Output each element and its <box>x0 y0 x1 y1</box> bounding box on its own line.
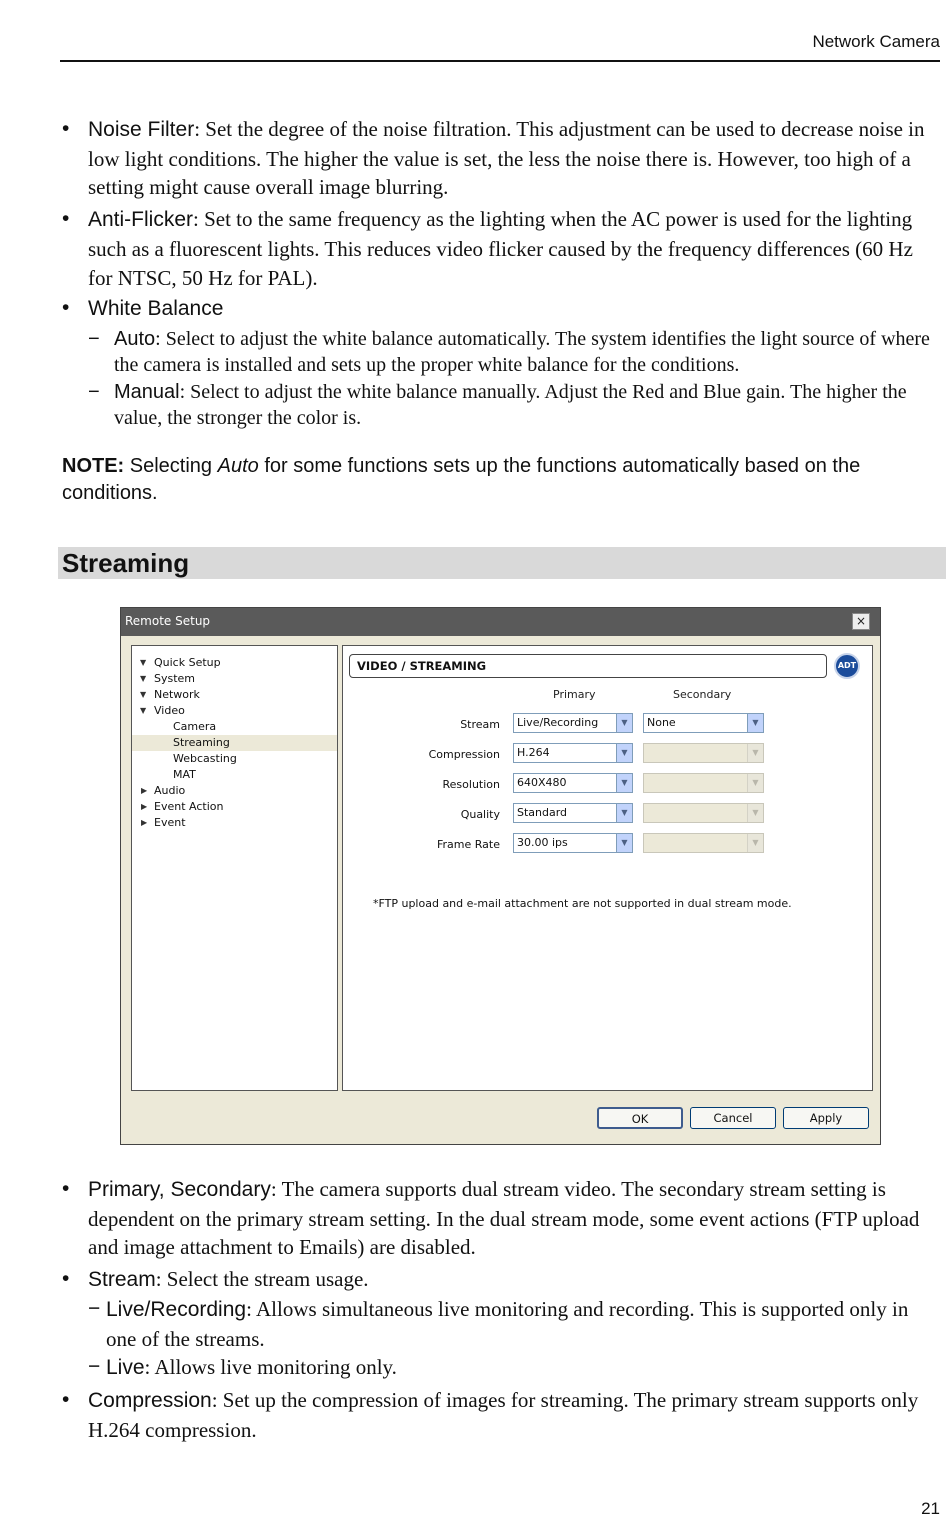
chevron-down-icon[interactable]: ▼ <box>616 714 632 732</box>
tree-item-label: MAT <box>173 768 196 781</box>
compression-label: Compression <box>428 748 500 761</box>
chevron-down-icon: ▼ <box>747 834 763 852</box>
tree-item-audio[interactable] <box>132 783 337 799</box>
collapsed-arrow-icon[interactable]: ▶ <box>141 818 148 827</box>
cancel-button[interactable]: Cancel <box>690 1107 776 1129</box>
bullet-term: Stream <box>88 1268 156 1292</box>
select-value: 640X480 <box>517 776 567 789</box>
quality-label: Quality <box>460 808 500 821</box>
stream-secondary-select[interactable] <box>643 713 764 733</box>
select-value: Live/Recording <box>517 716 599 729</box>
panel-title: VIDEO / STREAMING <box>349 654 827 678</box>
bullet-term: White Balance <box>88 297 224 321</box>
select-value: Standard <box>517 806 568 819</box>
dual-stream-footnote: *FTP upload and e-mail attachment are not supported in dual stream mode. <box>373 897 792 910</box>
tree-item-label: Webcasting <box>173 752 237 765</box>
sub-auto <box>60 326 942 378</box>
frame-rate-label: Frame Rate <box>437 838 500 851</box>
tree-item-label: Event Action <box>154 800 224 813</box>
expanded-arrow-icon[interactable]: ▼ <box>140 690 147 699</box>
bullet-text: : Select the stream usage. <box>155 1267 369 1292</box>
chevron-down-icon[interactable]: ▼ <box>616 834 632 852</box>
chevron-down-icon: ▼ <box>747 744 763 762</box>
sub-term: Manual <box>114 380 180 403</box>
bullet-term-separator: , <box>158 1178 171 1201</box>
sub-manual <box>60 379 942 431</box>
bullet-dot: • <box>62 1387 70 1411</box>
tree-item-label: Quick Setup <box>154 656 221 669</box>
tree-item-network[interactable] <box>132 687 337 703</box>
frame-rate-primary-select[interactable] <box>513 833 633 853</box>
sub-dash: − <box>88 327 100 350</box>
compression-primary-select[interactable] <box>513 743 633 763</box>
note-italic: Auto <box>217 455 259 477</box>
adt-logo: ADT <box>834 653 860 679</box>
tree-item-mat[interactable] <box>132 767 337 783</box>
bullet-stream <box>60 1265 942 1295</box>
page-number: 21 <box>921 1499 940 1518</box>
bullet-white-balance <box>60 294 942 324</box>
sub-live <box>60 1353 942 1383</box>
section-heading-bar <box>58 547 946 579</box>
bullet-text: : Set to the same frequency as the lighting when the AC power is used for the lighting such as a fluorescent lights. This reduces video flicker caused by the frequency differences (60 Hz for NTSC, 50 Hz for PAL). <box>88 207 913 290</box>
bullet-term: Primary <box>88 1178 159 1201</box>
tree-item-label: System <box>154 672 196 685</box>
settings-panel <box>342 645 873 1091</box>
resolution-primary-select[interactable] <box>513 773 633 793</box>
frame-rate-secondary-select <box>643 833 764 853</box>
bottom-bullet-list <box>60 1175 942 1444</box>
select-value: 30.00 ips <box>517 836 568 849</box>
note-post: for some functions sets up the functions automatically based on the conditions. <box>62 455 861 504</box>
bullet-text: : Set the degree of the noise filtration. This adjustment can be used to decrease noise in low light conditions. The higher the value is set, the less the noise there is. However, too high of a setting might cause overall image blurring. <box>88 117 925 200</box>
tree-item-quick-setup[interactable] <box>132 655 337 671</box>
stream-primary-select[interactable] <box>513 713 633 733</box>
tree-item-streaming[interactable] <box>132 735 337 751</box>
tree-item-video[interactable] <box>132 703 337 719</box>
quality-primary-select[interactable] <box>513 803 633 823</box>
sub-text: : Allows simultaneous live monitoring and recording. This is supported only in one of the streams. <box>106 1296 909 1351</box>
bullet-compression <box>60 1386 942 1444</box>
tree-item-event-action[interactable] <box>132 799 337 815</box>
tree-item-label: Camera <box>173 720 217 733</box>
chevron-down-icon: ▼ <box>747 804 763 822</box>
stream-label: Stream <box>460 718 500 731</box>
apply-button[interactable]: Apply <box>783 1107 869 1129</box>
chevron-down-icon: ▼ <box>747 774 763 792</box>
tree-item-webcasting[interactable] <box>132 751 337 767</box>
chevron-down-icon[interactable]: ▼ <box>616 774 632 792</box>
expanded-arrow-icon[interactable]: ▼ <box>140 674 147 683</box>
bullet-dot: • <box>62 117 70 140</box>
bullet-dot: • <box>62 207 70 231</box>
bullet-noise-filter <box>60 115 942 202</box>
tree-item-camera[interactable] <box>132 719 337 735</box>
bullet-term: Anti-Flicker <box>88 208 194 232</box>
resolution-label: Resolution <box>442 778 500 791</box>
compression-secondary-select <box>643 743 764 763</box>
tree-item-label: Audio <box>154 784 186 797</box>
column-header-secondary: Secondary <box>673 688 732 701</box>
tree-item-event[interactable] <box>132 815 337 831</box>
dialog-title: Remote Setup <box>125 614 211 628</box>
chevron-down-icon[interactable]: ▼ <box>616 744 632 762</box>
select-value: H.264 <box>517 746 550 759</box>
bullet-text: : The camera supports dual stream video. The secondary stream setting is dependent on the primary stream setting. In the dual stream mode, some event actions (FTP upload and image attachment to Emails) are disabled. <box>88 1177 920 1260</box>
sub-dash: − <box>88 380 100 403</box>
bullet-primary-secondary <box>60 1175 942 1262</box>
tree-item-label: Video <box>154 704 185 717</box>
bullet-dot: • <box>62 1267 70 1291</box>
column-header-primary: Primary <box>553 688 596 701</box>
sub-text: : Select to adjust the white balance manually. Adjust the Red and Blue gain. The higher the value, the stronger the color is. <box>114 380 907 429</box>
chevron-down-icon[interactable]: ▼ <box>747 714 763 732</box>
note-paragraph <box>62 453 942 507</box>
page-header <box>60 30 940 62</box>
sub-term: Live <box>106 1356 145 1380</box>
bullet-dot: • <box>62 1177 70 1200</box>
resolution-secondary-select <box>643 773 764 793</box>
tree-item-label: Network <box>154 688 200 701</box>
quality-secondary-select <box>643 803 764 823</box>
section-title: Streaming <box>62 548 190 578</box>
sub-dash: − <box>88 1296 101 1320</box>
bullet-anti-flicker <box>60 205 942 292</box>
expanded-arrow-icon[interactable]: ▼ <box>140 706 147 715</box>
remote-setup-dialog <box>120 607 881 1145</box>
close-button[interactable]: × <box>852 613 870 630</box>
sub-live-recording <box>60 1295 942 1353</box>
top-bullet-list <box>60 115 942 431</box>
chevron-down-icon[interactable]: ▼ <box>616 804 632 822</box>
sub-term: Auto <box>114 327 156 350</box>
tree-item-label: Streaming <box>173 736 230 749</box>
sub-text: : Allows live monitoring only. <box>144 1355 397 1380</box>
select-value: None <box>647 716 676 729</box>
sub-text: : Select to adjust the white balance automatically. The system identifies the light source of where the camera is installed and sets up the proper white balance for the conditions. <box>114 327 930 376</box>
note-label: NOTE: <box>62 455 125 477</box>
collapsed-arrow-icon[interactable]: ▶ <box>141 786 148 795</box>
dialog-titlebar <box>121 608 880 636</box>
sub-term: Live/Recording <box>106 1297 247 1321</box>
tree-item-system[interactable] <box>132 671 337 687</box>
collapsed-arrow-icon[interactable]: ▶ <box>141 802 148 811</box>
ok-button[interactable]: OK <box>597 1107 683 1129</box>
bullet-term: Secondary <box>170 1178 271 1201</box>
bullet-term: Compression <box>88 1388 212 1412</box>
sub-dash: − <box>88 1355 101 1379</box>
header-title: Network Camera <box>812 32 940 51</box>
note-pre: Selecting <box>124 455 218 477</box>
bullet-term: Noise Filter <box>88 118 195 141</box>
expanded-arrow-icon[interactable]: ▼ <box>140 658 147 667</box>
bullet-text: : Set up the compression of images for streaming. The primary stream supports only H.264 compression. <box>88 1387 919 1442</box>
settings-tree <box>131 645 338 1091</box>
bullet-dot: • <box>62 296 70 320</box>
tree-item-label: Event <box>154 816 186 829</box>
